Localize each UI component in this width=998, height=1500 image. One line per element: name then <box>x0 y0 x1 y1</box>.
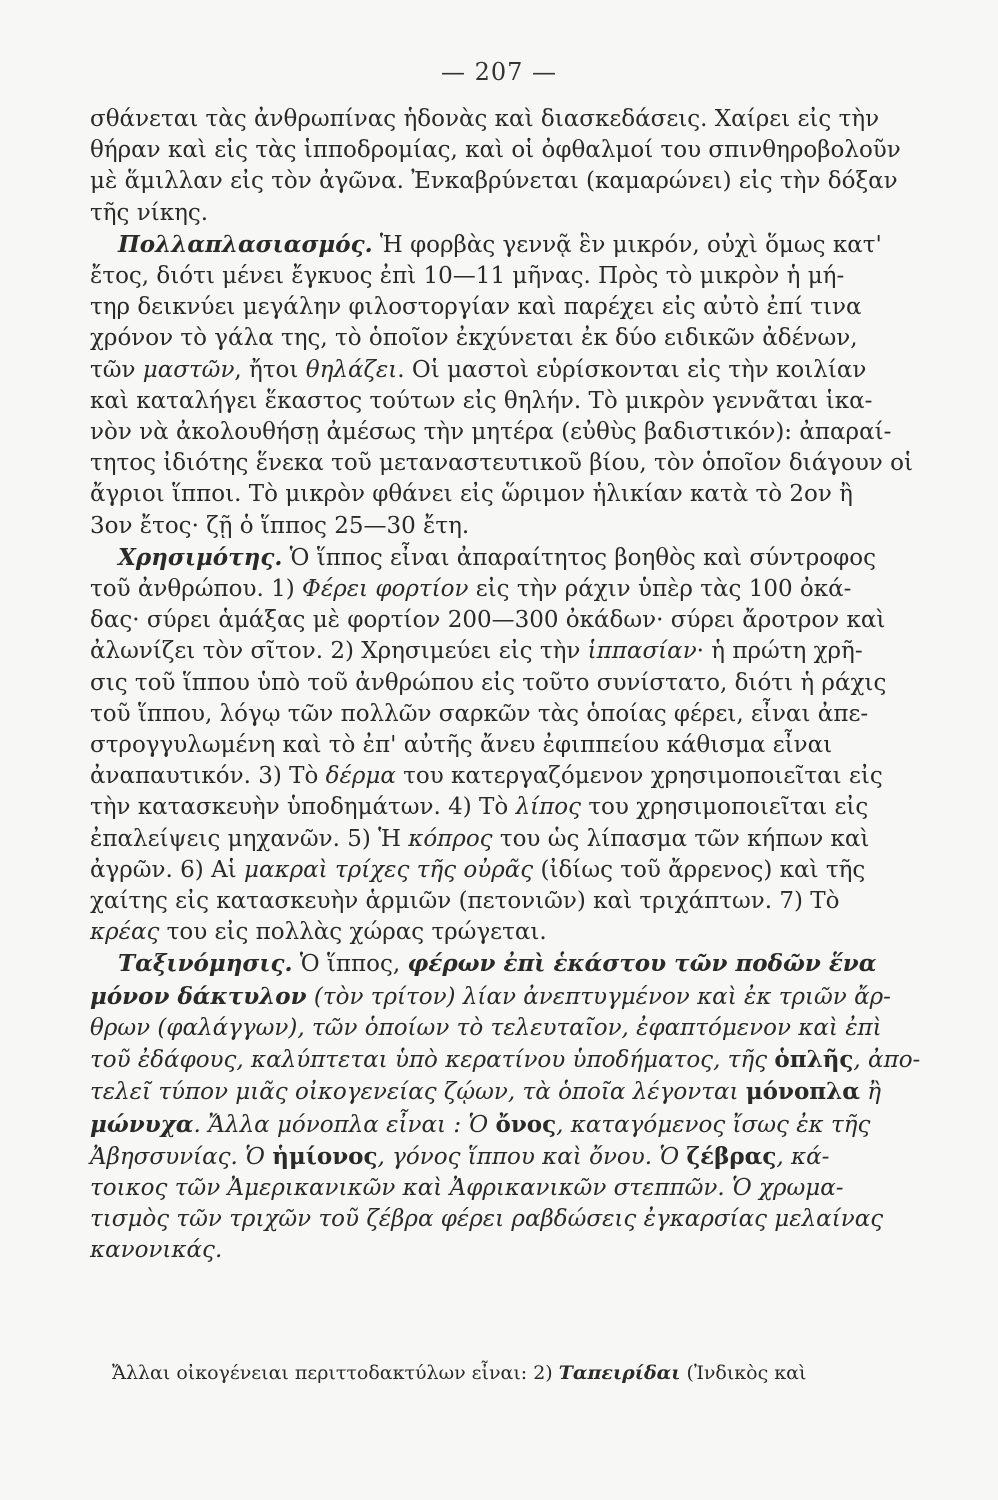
italic-term: Φέρει φορτίον <box>302 576 469 603</box>
text-line <box>90 761 910 792</box>
italic-term: θηλάζει <box>305 356 398 383</box>
text-line <box>90 948 910 980</box>
text-line: θήραν καὶ εἰς τὰς ἱπποδρομίας, καὶ οἱ ὀφθαλμοί του σπινθηροβολοῦν <box>90 137 901 164</box>
italic-span: τελεῖ τύπον μιᾶς οἰκογενείας ζῴων, τὰ ὁποῖα λέγονται <box>90 1079 746 1106</box>
body-text <box>90 104 921 1267</box>
text-line: σις τοῦ ἵππου ὑπὸ τοῦ ἀνθρώπου εἰς τοῦτο συνίστατο, διότι ἡ ράχις <box>90 669 887 696</box>
text-line: νὸν νὰ ἀκολουθήσῃ ἀμέσως τὴν μητέρα (εὐθὺς βαδιστικόν): ἀπαραί- <box>90 419 892 446</box>
text-line <box>90 355 910 386</box>
text-line: σθάνεται τὰς ἀνθρωπίνας ἡδονὰς καὶ διασκεδάσεις. Χαίρει εἰς τὴν <box>90 106 880 132</box>
text-span: τὴν κατασκευὴν ὑποδημάτων. 4) Τὸ <box>90 794 516 821</box>
text-span: εἰς τὴν ράχιν ὑπὲρ τὰς 100 ὀκά- <box>468 576 852 603</box>
text-span: ἀλωνίζει τὸν σῖτον. 2) Χρησιμεύει εἰς τὴν <box>90 638 588 665</box>
text-line <box>90 1044 921 1076</box>
text-line: 3ον ἔτος· ζῇ ὁ ἵππος 25—30 ἔτη. <box>90 512 470 539</box>
text-line: δας· σύρει ἁμάξας μὲ φορτίον 200—300 ὀκάδων· σύρει ἄροτρον καὶ <box>90 607 886 634</box>
bold-term: ἡμίονος <box>272 1142 378 1170</box>
text-span: του ὡς λίπασμα τῶν κήπων καὶ <box>492 825 870 852</box>
bold-term: ζέβρας <box>686 1142 777 1170</box>
text-span: Ὁ ἵππος εἶναι ἀπαραίτητος βοηθὸς καὶ σύντροφος <box>282 544 876 571</box>
italic-span: , καταγόμενος ἴσως ἐκ τῆς <box>556 1111 871 1138</box>
italic-span: , γόνος ἵππου καὶ ὄνου. Ὁ <box>377 1143 687 1170</box>
text-line: μὲ ἅμιλλαν εἰς τὸν ἀγῶνα. Ἐνκαβρύνεται (καμαρώνει) εἰς τὴν δόξαν <box>90 168 898 195</box>
text-line: κανονικάς. <box>90 1237 223 1264</box>
text-line: τοικος τῶν Ἀμερικανικῶν καὶ Ἀφρικανικῶν στεππῶν. Ὁ χρωμα- <box>90 1174 844 1201</box>
text-line: χαίτης εἰς κατασκευὴν ἁρμιῶν (πετονιῶν) καὶ τριχάπτων. 7) Τὸ <box>90 888 840 915</box>
text-line: τητος ἰδιότης ἕνεκα τοῦ μεταναστευτικοῦ βίου, τὸν ὁποῖον διάγουν οἱ <box>90 450 913 477</box>
text-span: του εἰς πολλὰς χώρας τρώγεται. <box>159 919 547 946</box>
text-line: ἄγριοι ἵπποι. Τὸ μικρὸν φθάνει εἰς ὥριμον ἡλικίαν κατὰ τὸ 2ον ἢ <box>90 481 853 508</box>
text-span: τοῦ ἀνθρώπου. 1) <box>90 576 302 603</box>
text-line: τοῦ ἵππου, λόγῳ τῶν πολλῶν σαρκῶν τὰς ὁποίας φέρει, εἶναι ἀπε- <box>90 700 869 727</box>
text-span: Ἄλλαι οἰκογένειαι περιττοδακτύλων εἶναι: 2) <box>112 1362 559 1384</box>
text-line: ἔτος, διότι μένει ἔγκυος ἐπὶ 10—11 μῆνας. Πρὸς τὸ μικρὸν ἡ μή- <box>90 263 845 290</box>
italic-span: . Ἄλλα μόνοπλα εἶναι : Ὁ <box>193 1111 496 1138</box>
italic-term: λίπος <box>515 794 582 821</box>
text-line: χρόνον τὸ γάλα της, τὸ ὁποῖον ἐκχύνεται ἐκ δύο ειδικῶν ἀδένων, <box>90 325 858 352</box>
italic-span: τοῦ ἐδάφους, καλύπτεται ὑπὸ κερατίνου ὑποδήματος, τῆς <box>90 1047 775 1074</box>
text-span: , ἤτοι <box>234 356 306 383</box>
text-span: (Ἰνδικὸς καὶ <box>680 1362 807 1384</box>
text-line: θρων (φαλάγγων), τῶν ὁποίων τὸ τελευταῖον, ἐφαπτόμενον καὶ ἐπὶ <box>90 1014 882 1041</box>
text-line <box>90 855 910 886</box>
italic-term: κρέας <box>90 919 160 946</box>
italic-span: (τὸν τρίτον) λίαν ἀνεπτυγμένον καὶ ἐκ τριῶν ἄρ- <box>306 983 891 1010</box>
page-number: — 207 — <box>440 58 558 86</box>
text-line <box>90 229 910 261</box>
text-span: . Οἱ μαστοὶ εὑρίσκονται εἰς τὴν κοιλίαν <box>397 356 867 383</box>
bold-term: μόνοπλα <box>745 1078 860 1106</box>
text-span: Ἡ φορβὰς γεννᾷ ἓν μικρόν, οὐχὶ ὅμως κατ' <box>372 231 882 258</box>
bold-term: φέρων ἐπὶ ἑκάστου τῶν ποδῶν ἕνα <box>407 950 877 978</box>
text-line <box>90 824 910 855</box>
italic-span: ἢ <box>859 1079 882 1106</box>
section-heading-reproduction: Πολλαπλασιασμός. <box>118 230 373 258</box>
bold-term: ὁπλῆς <box>774 1046 854 1074</box>
text-line: τισμὸς τῶν τριχῶν τοῦ ζέβρα φέρει ραβδώσεις ἐγκαρσίας μελαίνας <box>90 1206 884 1233</box>
text-line: τηρ δεικνύει μεγάλην φιλοστοργίαν καὶ παρέχει εἰς αὐτὸ ἐπί τινα <box>90 294 862 321</box>
text-span: ἀναπαυτικόν. 3) Τὸ <box>90 763 326 790</box>
italic-term: κόπρος <box>408 825 493 852</box>
text-span: τῶν <box>90 356 143 383</box>
italic-span: , κά- <box>776 1143 830 1170</box>
italic-term: ἱππασίαν <box>587 638 697 665</box>
text-line: τῆς νίκης. <box>90 199 209 226</box>
section-heading-usefulness: Χρησιμότης. <box>118 543 283 571</box>
text-line: καὶ καταλήγει ἕκαστος τούτων εἰς θηλήν. Τὸ μικρὸν γεννᾶται ἱκα- <box>90 387 873 414</box>
bold-term: μώνυχα <box>90 1110 194 1138</box>
text-line <box>90 1109 910 1141</box>
italic-span: , ἀπο- <box>853 1047 921 1074</box>
italic-term: δέρμα <box>325 763 396 790</box>
bold-term: Ταπειρίδαι <box>558 1362 681 1384</box>
text-span: · ἡ πρώτη χρῆ- <box>696 638 863 665</box>
italic-term: μαστῶν <box>142 356 235 383</box>
text-span: ἐπαλείψεις μηχανῶν. 5) Ἡ <box>90 825 409 852</box>
text-line <box>90 792 910 823</box>
bold-term: μόνον δάκτυλον <box>90 982 307 1010</box>
text-line: στρογγυλωμένη καὶ τὸ ἐπ' αὐτῆς ἄνευ ἐφιππείου κάθισμα εἶναι <box>90 732 833 759</box>
italic-term: μακραὶ τρίχες τῆς οὐρᾶς <box>244 856 534 883</box>
text-line <box>90 574 910 605</box>
text-line <box>90 1076 910 1108</box>
text-line <box>90 917 910 948</box>
text-span: ἀγρῶν. 6) Αἱ <box>90 856 245 883</box>
text-span: του κατεργαζόμενον χρησιμοποιεῖται εἰς <box>395 763 883 790</box>
text-span: Ὁ ἵππος, <box>292 951 408 978</box>
text-line <box>90 542 910 574</box>
text-span: του χρησιμοποιεῖται εἰς <box>581 794 869 821</box>
section-heading-classification: Ταξινόμησις. <box>118 950 293 978</box>
text-line <box>90 981 910 1013</box>
text-line <box>90 1141 910 1173</box>
bold-term: ὄνος <box>495 1110 557 1138</box>
italic-span: Ἀβησσυνίας. Ὁ <box>90 1143 273 1170</box>
footnote <box>112 1362 902 1384</box>
text-line <box>90 636 910 667</box>
text-span: (ἰδίως τοῦ ἄρρενος) καὶ τῆς <box>533 856 866 883</box>
